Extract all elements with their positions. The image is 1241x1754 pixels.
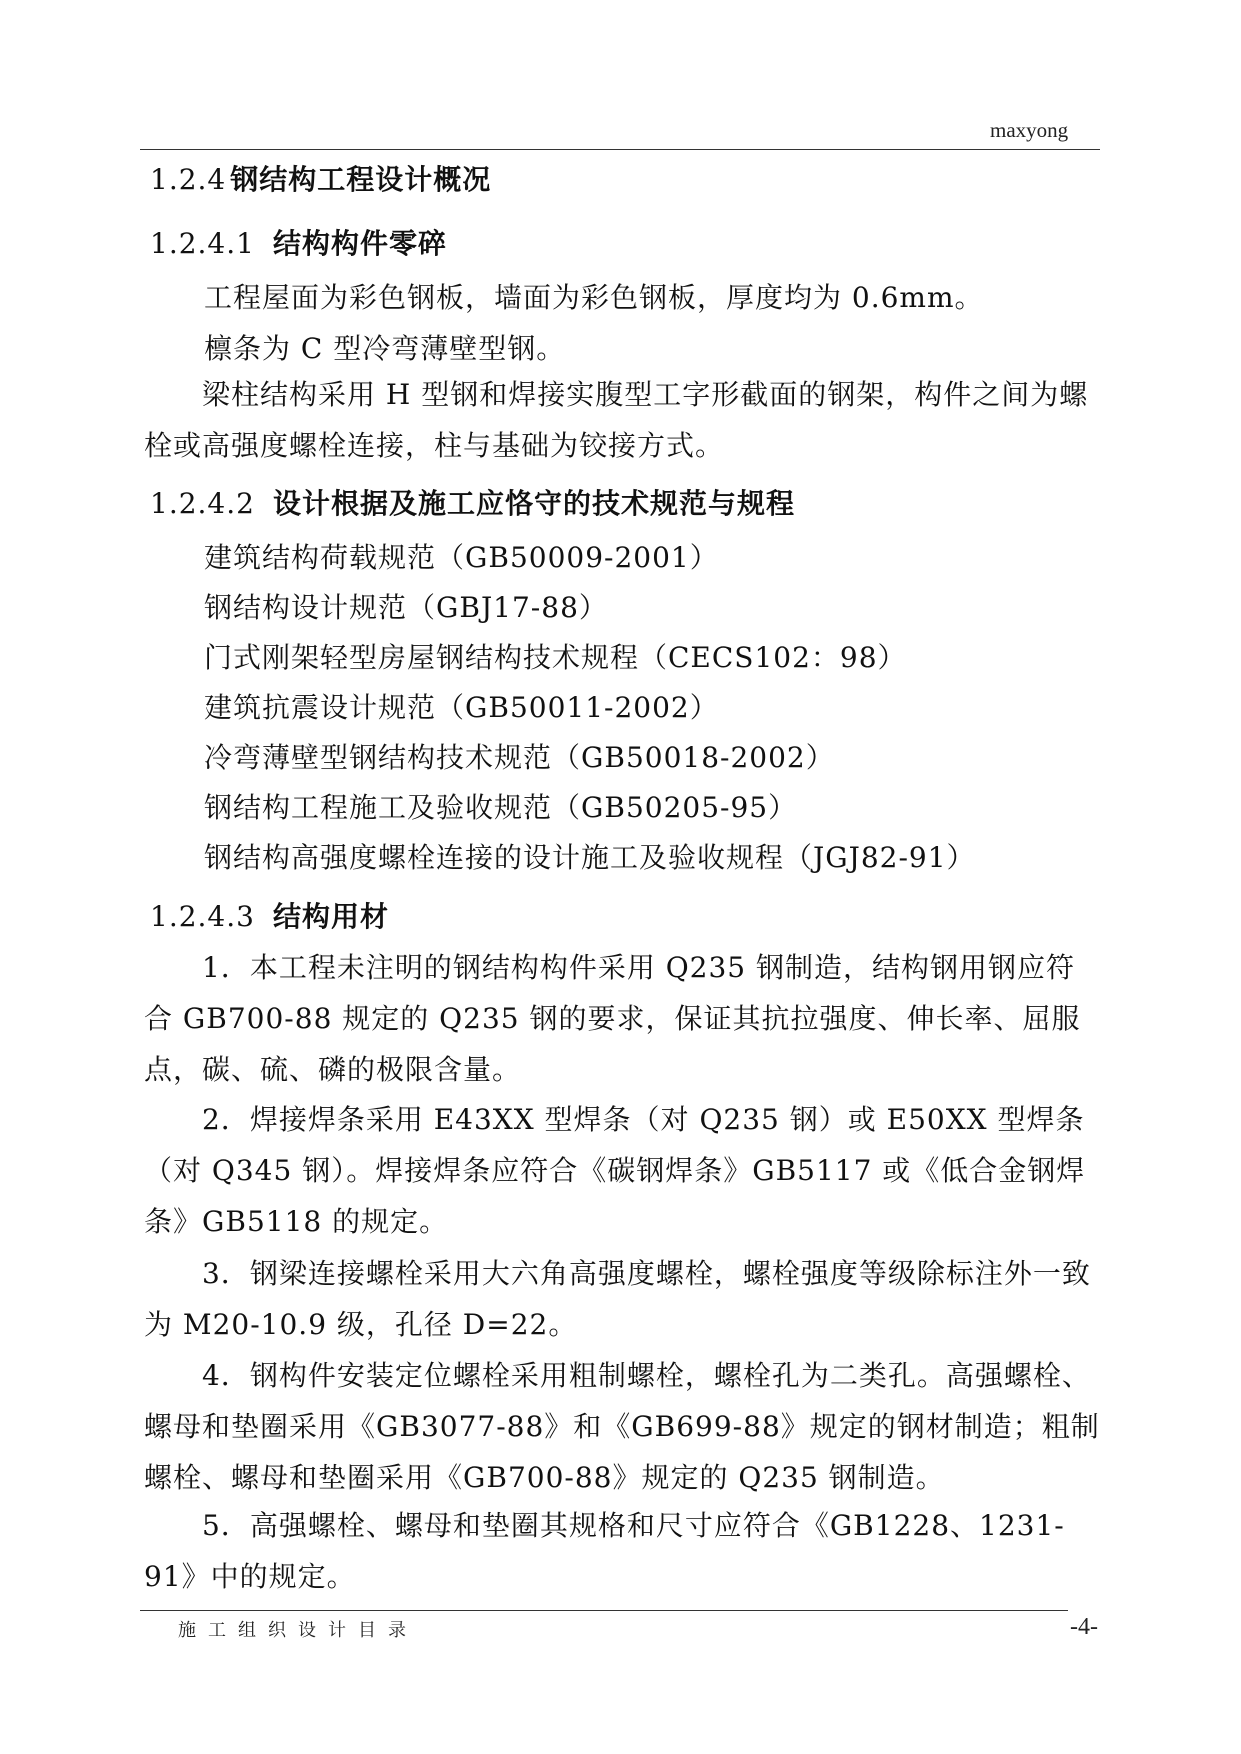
section-heading-1-2-4 [150, 158, 491, 198]
footer-doc-title: 施工组织设计目录 [178, 1620, 418, 1641]
standard-item: 建筑结构荷载规范（GB50009-2001） [204, 541, 719, 574]
section-number: 1.2.4 [150, 163, 227, 196]
section-heading-1-2-4-3 [150, 895, 389, 935]
standard-item: 钢结构工程施工及验收规范（GB50205-95） [204, 791, 798, 824]
standard-item: 钢结构设计规范（GBJ17-88） [204, 591, 608, 624]
section-title: 设计根据及施工应恪守的技术规范与规程 [272, 487, 795, 520]
standard-item: 冷弯薄壁型钢结构技术规范（GB50018-2002） [204, 741, 835, 774]
section-title: 结构用材 [272, 900, 389, 933]
header-rule [140, 149, 1100, 150]
standard-item: 建筑抗震设计规范（GB50011-2002） [204, 691, 719, 724]
header-author: maxyong [990, 118, 1069, 142]
material-item-2: 2．焊接焊条采用 E43XX 型焊条（对 Q235 钢）或 E50XX 型焊条（对 Q345 钢）。焊接焊条应符合《碳钢焊条》GB5117 或《低合金钢焊条》GB5118 的规定。 [144, 1103, 1086, 1238]
section-number: 1.2.4.1 [150, 227, 255, 260]
paragraph-purlin: 檩条为 C 型冷弯薄壁型钢。 [204, 332, 566, 365]
material-item-1: 1．本工程未注明的钢结构构件采用 Q235 钢制造，结构钢用钢应符合 GB700-88 规定的 Q235 钢的要求，保证其抗拉强度、伸长率、屈服点，碳、硫、磷的极限含量。 [144, 951, 1081, 1086]
section-title: 钢结构工程设计概况 [230, 163, 492, 196]
material-item-5: 5．高强螺栓、螺母和垫圈其规格和尺寸应符合《GB1228、1231-91》中的规定。 [144, 1509, 1065, 1593]
paragraph-roof: 工程屋面为彩色钢板，墙面为彩色钢板，厚度均为 0.6mm。 [204, 281, 984, 314]
standard-item: 门式刚架轻型房屋钢结构技术规程（CECS102：98） [204, 641, 907, 674]
section-title: 结构构件零碎 [272, 227, 447, 260]
page-number: -4- [1070, 1614, 1098, 1640]
standard-item: 钢结构高强度螺栓连接的设计施工及验收规程（JGJ82-91） [204, 841, 976, 874]
material-item-4: 4．钢构件安装定位螺栓采用粗制螺栓，螺栓孔为二类孔。高强螺栓、螺母和垫圈采用《GB3077-88》和《GB699-88》规定的钢材制造；粗制螺栓、螺母和垫圈采用《GB700-88》规定的 Q235 钢制造。 [144, 1359, 1100, 1494]
material-item-3: 3．钢梁连接螺栓采用大六角高强度螺栓，螺栓强度等级除标注外一致为 M20-10.9 级，孔径 D=22。 [144, 1257, 1091, 1341]
section-heading-1-2-4-1 [150, 222, 447, 262]
footer-rule [140, 1610, 1068, 1611]
section-heading-1-2-4-2 [150, 482, 795, 522]
section-number: 1.2.4.2 [150, 487, 255, 520]
paragraph-beam-column: 梁柱结构采用 H 型钢和焊接实腹型工字形截面的钢架，构件之间为螺栓或高强度螺栓连接，柱与基础为铰接方式。 [144, 378, 1089, 462]
section-number: 1.2.4.3 [150, 900, 255, 933]
